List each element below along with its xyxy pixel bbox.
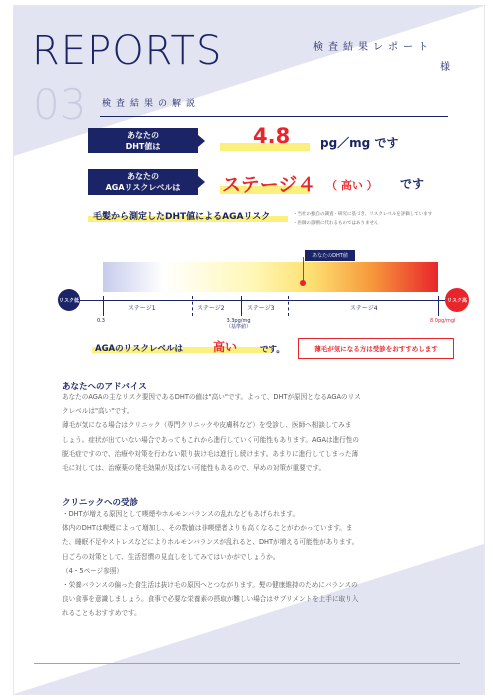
aga-label-box: [88, 169, 198, 195]
stage-4-label: ステージ4: [350, 305, 378, 312]
aga-level-paren: （ 高い ）: [326, 179, 378, 192]
advice-paragraph: [62, 390, 427, 475]
advice-line: しょう。症状が出ていない場合であってもこれから進行していく可能性もあります。AGAは進行性の: [62, 435, 359, 444]
recommendation-box: 薄毛が気になる方は受診をおすすめします: [298, 338, 454, 359]
level-value: 高い: [213, 340, 238, 354]
aga-suffix: です: [400, 177, 425, 191]
scale-tick-stage4: [288, 296, 289, 316]
scale-tick-min: [103, 296, 104, 316]
clinic-line: 日ごろの対策として、生活習慣の見直しをしてみてはいかがでしょうか。: [62, 552, 280, 561]
clinic-line: れることもおすすめです。: [62, 609, 141, 618]
risk-chart-heading: 毛髪から測定したDHT値によるAGAリスク: [93, 212, 271, 222]
aga-label-line1: あなたの: [127, 172, 159, 181]
risk-scale-axis: [77, 300, 460, 301]
dht-value: 4.8: [253, 124, 291, 148]
advice-line: クレベルは"高い"です。: [62, 407, 134, 416]
page-title: REPORTS: [32, 28, 223, 74]
risk-note-2: ・医師の診断に代わるものではありません: [293, 221, 379, 226]
stage-2-label: ステージ2: [197, 305, 225, 312]
advice-line: 毛に対しては、治療薬の発毛効果が及ばない可能性もあるので、早めの対策が重要です。: [62, 464, 326, 473]
dht-label-line2: DHT値は: [125, 141, 161, 151]
scale-min-value: 0.3: [97, 318, 105, 324]
section-divider: [100, 116, 448, 117]
reference-value-line2: （基準値）: [226, 324, 252, 330]
level-suffix: です。: [260, 345, 285, 355]
scale-tick-baseline: [241, 296, 242, 316]
stage-1-label: ステージ1: [128, 305, 156, 312]
clinic-title: クリニックへの受診: [62, 498, 138, 508]
reference-value: [226, 318, 251, 330]
risk-note-1: ・当社の独自の調査・研究に基づき、リスクレベルを評価しています: [293, 212, 433, 217]
advice-line: 脱毛症ですので、治療や対策を行わない限り抜け毛は進行し続けます。あまりに進行してしまった薄: [62, 449, 359, 458]
reference-value-line1: 3.3pg/mg: [226, 318, 251, 324]
clinic-line: ・DHTが増える原因として喫煙やホルモンバランスの乱れなどもあげられます。: [62, 510, 300, 518]
page-number: 03: [33, 80, 87, 129]
advice-line: 薄毛が気になる場合はクリニック（専門クリニックや皮膚科など）を受診し、医師へ相談してみま: [62, 421, 352, 430]
clinic-line: （4・5ページ参照）: [62, 566, 124, 575]
honorific: 様: [440, 62, 450, 73]
stage-3-label: ステージ3: [247, 305, 275, 312]
clinic-line: 体内のDHTは喫煙によって増加し、その数値は非喫煙者よりも高くなることがわかっています。ま: [62, 524, 353, 533]
scale-max-value: 8.0pg/mgl: [430, 318, 456, 324]
level-prefix: AGAのリスクレベルは: [95, 344, 183, 354]
aga-stage-value: ステージ４: [222, 174, 317, 196]
clinic-line: ・栄養バランスの偏った食生活は抜け毛の原因へとつながります。髪の健康維持のためにバランスの: [62, 581, 358, 590]
risk-gradient-bar: [103, 262, 438, 292]
section-heading: 検査結果の解説: [102, 99, 201, 109]
advice-line: あなたのAGAの主なリスク要因であるDHTの値は"高い"です。よって、DHTが原因となるAGAのリス: [62, 393, 361, 401]
dht-label-box: [88, 128, 198, 153]
document-label: 検査結果レポート: [313, 42, 433, 53]
footer-divider: [34, 663, 460, 664]
risk-low-badge: リスク低: [58, 289, 80, 311]
clinic-line: た、睡眠不足やストレスなどによりホルモンバランスが乱れると、DHTが増える可能性があります。: [62, 538, 359, 547]
clinic-line: 良い食事を意識しましょう。食事で必要な栄養素の摂取が難しい場合はサプリメントを上手に取り入: [62, 595, 359, 604]
advice-title: あなたへのアドバイス: [62, 382, 147, 392]
aga-label-line2: AGAリスクレベルは: [105, 183, 181, 192]
scale-tick-stage2: [192, 296, 193, 316]
scale-tick-max: [438, 296, 439, 316]
risk-high-badge: リスク高: [445, 288, 469, 312]
dht-marker-label: あなたのDHT値: [305, 250, 355, 261]
clinic-paragraph: [62, 507, 427, 621]
dht-unit: pg／mg です: [320, 136, 399, 150]
dht-marker-dot: [300, 280, 306, 286]
dht-label-line1: あなたの: [127, 130, 159, 140]
